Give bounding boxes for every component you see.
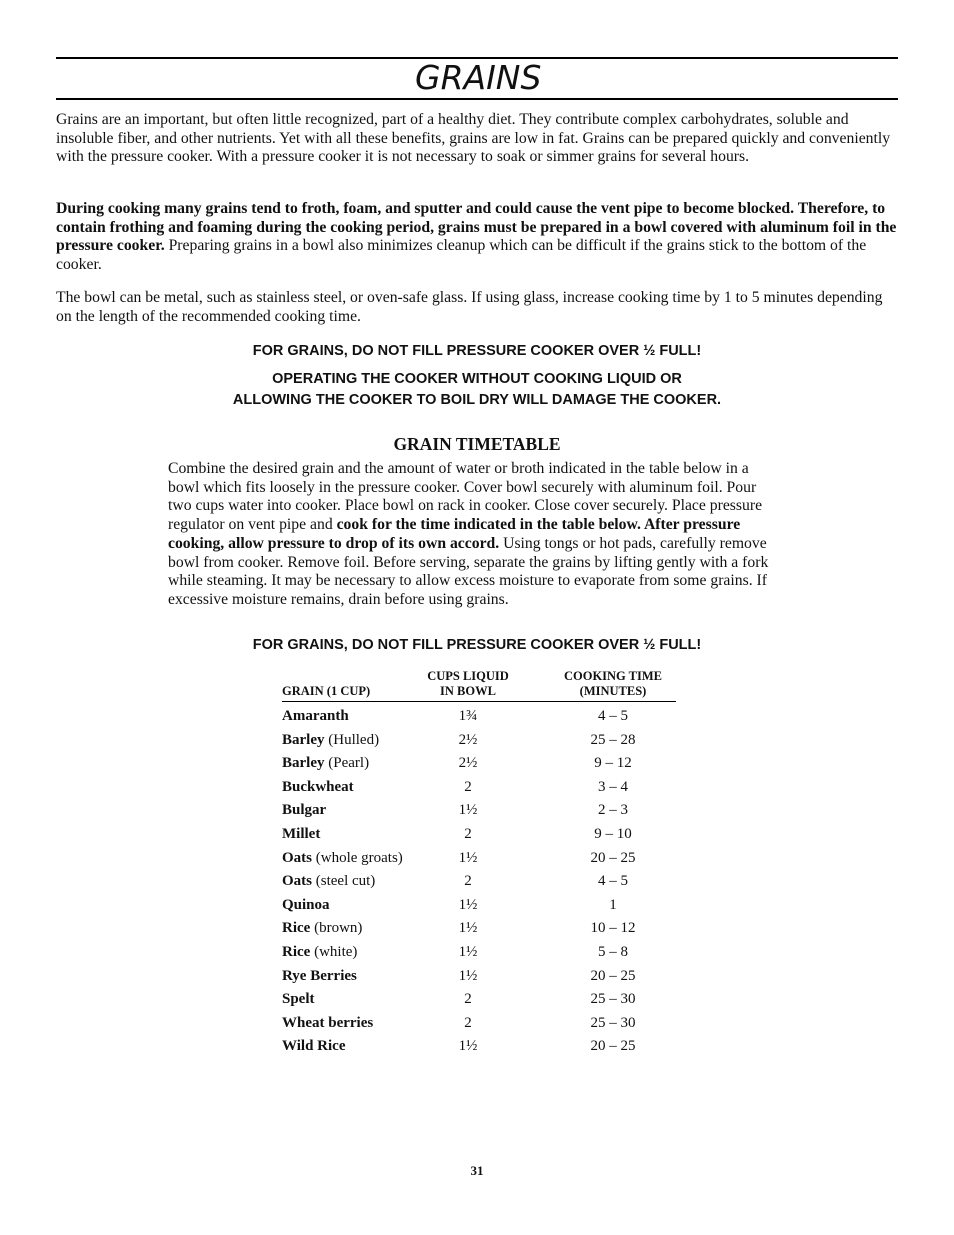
cups-liquid-cell: 1½ — [458, 896, 478, 913]
grain-name: Rice — [282, 943, 311, 960]
grain-cell — [282, 729, 379, 753]
cooking-time-cell: 2 – 3 — [598, 802, 628, 819]
cooking-time-cell: 9 – 12 — [594, 755, 632, 772]
grain-note: (brown) — [310, 920, 363, 937]
instructions-bold: cook for the time indicated in the table below. After pressure cooking, allow pressure to drop of its own accord. — [168, 516, 741, 552]
cups-liquid-cell: 1½ — [458, 920, 478, 937]
table-row — [282, 941, 676, 965]
cups-liquid-cell: 1½ — [458, 849, 478, 866]
grain-name: Bulgar — [282, 802, 327, 819]
column-header-cooking-time — [538, 669, 688, 698]
table-row — [282, 823, 676, 847]
grain-cell — [282, 941, 357, 965]
cooking-time-cell: 20 – 25 — [590, 1038, 636, 1055]
intro-paragraph-2-bold: During cooking many grains tend to froth, foam, and sputter and could cause the vent pipe to become blocked. Therefore, to contain frothing and foaming during the cooking period, grains must be prepared in a bowl covered with aluminum foil in the pressure cooker. — [56, 200, 897, 255]
timetable-instructions — [168, 460, 780, 610]
cups-liquid-cell: 2 — [464, 778, 472, 795]
table-row — [282, 776, 676, 800]
grain-name: Wheat berries — [282, 1014, 374, 1031]
column-header-time-line-2: (MINUTES) — [579, 683, 647, 698]
table-row — [282, 729, 676, 753]
grain-note: (steel cut) — [312, 873, 376, 890]
table-row — [282, 1012, 676, 1036]
grain-name: Oats — [282, 849, 312, 866]
grain-note: (Hulled) — [324, 731, 380, 748]
grain-cell — [282, 1035, 345, 1059]
cooking-time-cell: 9 – 10 — [594, 825, 632, 842]
cooking-time-cell: 4 – 5 — [598, 873, 628, 890]
cups-liquid-cell: 2½ — [458, 755, 478, 772]
grain-name: Rye Berries — [282, 967, 357, 984]
boil-dry-warning — [0, 369, 954, 411]
table-row — [282, 752, 676, 776]
cooking-time-cell: 25 – 30 — [590, 991, 636, 1008]
grain-name: Amaranth — [282, 708, 349, 724]
table-row — [282, 799, 676, 823]
title-rule-bottom — [56, 98, 898, 100]
table-row — [282, 847, 676, 871]
cups-liquid-cell: 2½ — [458, 731, 478, 748]
grain-cell — [282, 870, 375, 894]
grain-note: (whole groats) — [312, 849, 403, 866]
grain-note: (Pearl) — [324, 755, 370, 772]
grain-cell — [282, 894, 330, 918]
cooking-time-cell: 25 – 30 — [590, 1014, 636, 1031]
cooking-time-cell: 20 – 25 — [590, 849, 636, 866]
table-row — [282, 894, 676, 918]
cooking-time-cell: 5 – 8 — [598, 943, 628, 960]
cooking-time-cell: 10 – 12 — [590, 920, 636, 937]
grain-cell — [282, 776, 354, 800]
column-header-grain: GRAIN (1 CUP) — [282, 683, 371, 698]
column-header-time-line-1: COOKING TIME — [563, 669, 663, 683]
grain-note: (white) — [310, 943, 358, 960]
fill-warning: FOR GRAINS, DO NOT FILL PRESSURE COOKER OVER ½ FULL! — [252, 343, 702, 359]
cups-liquid-cell: 2 — [464, 991, 472, 1008]
intro-paragraph-3: The bowl can be metal, such as stainless steel, or oven-safe glass. If using glass, increase cooking time by 1 to 5 minutes depending on the length of the recommended cooking time. — [56, 289, 883, 325]
instructions-part-a: Combine the desired grain and the amount of water or broth indicated in the table below in a bowl which fits loosely in the pressure cooker. Cover bowl securely with aluminum foil. Pour two cups water into cooker. Place bowl on rack in cooker. Close cover securely. Place pressure regulator on vent pipe and — [168, 460, 763, 534]
grain-cell — [282, 752, 369, 776]
cooking-time-cell: 1 — [609, 896, 617, 913]
cups-liquid-cell: 1½ — [458, 1038, 478, 1055]
cups-liquid-cell: 1½ — [458, 802, 478, 819]
grain-cell — [282, 847, 403, 871]
boil-dry-warning-line-1: OPERATING THE COOKER WITHOUT COOKING LIQUID OR — [272, 371, 682, 387]
cooking-time-cell: 25 – 28 — [590, 731, 636, 748]
cups-liquid-cell: 2 — [464, 825, 472, 842]
table-row — [282, 988, 676, 1012]
grain-cell — [282, 988, 315, 1012]
table-header — [282, 667, 676, 702]
grain-cell — [282, 799, 326, 823]
grain-name: Spelt — [282, 991, 315, 1008]
grain-name: Oats — [282, 873, 312, 890]
intro-paragraph-2-rest: Preparing grains in a bowl also minimizes cleanup which can be difficult if the grains stick to the bottom of the cooker. — [56, 237, 867, 274]
column-header-cups-liquid — [400, 669, 536, 698]
grain-cell — [282, 705, 349, 729]
grain-name: Wild Rice — [282, 1038, 346, 1055]
cups-liquid-cell: 2 — [464, 873, 472, 890]
cups-liquid-cell: 1¾ — [458, 708, 478, 724]
grain-name: Quinoa — [282, 896, 330, 913]
table-row — [282, 1035, 676, 1059]
grain-name: Millet — [282, 825, 321, 842]
intro-paragraph-2 — [56, 200, 898, 275]
table-row — [282, 870, 676, 894]
grain-cell — [282, 917, 362, 941]
timetable-heading: GRAIN TIMETABLE — [393, 434, 561, 454]
table-body — [282, 705, 676, 1059]
grain-name: Barley — [282, 755, 325, 772]
page-title: GRAINS — [415, 58, 542, 97]
cooking-time-cell: 20 – 25 — [590, 967, 636, 984]
table-row — [282, 917, 676, 941]
table-row — [282, 705, 676, 729]
grain-cell — [282, 823, 320, 847]
page-number: 31 — [470, 1163, 484, 1178]
column-header-cups-line-1: CUPS LIQUID — [427, 669, 509, 683]
grain-cell — [282, 965, 357, 989]
intro-paragraph-1: Grains are an important, but often little recognized, part of a healthy diet. They contribute complex carbohydrates, soluble and insoluble fiber, and other nutrients. Yet with all these benefits, grains are low in fat. Grains can be prepared quickly and conveniently with the pressure cooker. With a pressure cooker it is not necessary to soak or simmer grains for several hours. — [56, 111, 891, 166]
instructions-part-b: Using tongs or hot pads, carefully remove bowl from cooker. Remove foil. Before serving, separate the grains by lifting gently with a fork while steaming. It may be necessary to allow excess moisture to evaporate from some grains. If excessive moisture remains, drain before using grains. — [168, 534, 769, 608]
grain-name: Rice — [282, 920, 311, 937]
column-header-cups-line-2: IN BOWL — [440, 683, 496, 698]
cups-liquid-cell: 2 — [464, 1014, 472, 1031]
grain-cell — [282, 1012, 373, 1036]
cups-liquid-cell: 1½ — [458, 967, 478, 984]
cooking-time-cell: 4 – 5 — [598, 708, 628, 724]
grain-timetable — [282, 667, 676, 1059]
table-row — [282, 965, 676, 989]
cups-liquid-cell: 1½ — [458, 943, 478, 960]
boil-dry-warning-line-2: ALLOWING THE COOKER TO BOIL DRY WILL DAMAGE THE COOKER. — [232, 392, 722, 408]
fill-warning-repeat: FOR GRAINS, DO NOT FILL PRESSURE COOKER OVER ½ FULL! — [252, 637, 702, 653]
grain-name: Buckwheat — [282, 778, 354, 795]
cooking-time-cell: 3 – 4 — [598, 778, 628, 795]
grain-name: Barley — [282, 731, 325, 748]
